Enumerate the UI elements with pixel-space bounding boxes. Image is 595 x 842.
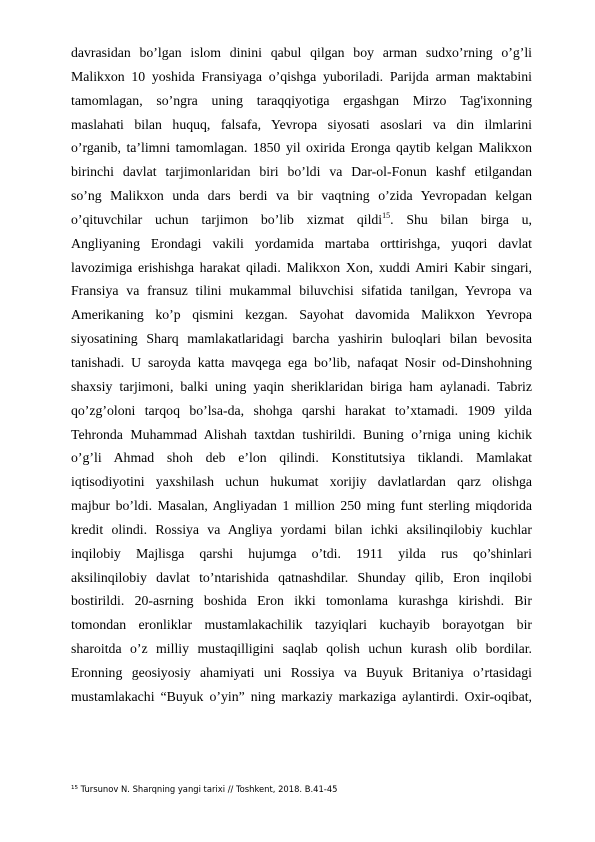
text-line: tanishadi. U saroyda katta mavqega ega bo’lib, nafaqat Nosir od-Dinshohning [71, 354, 532, 370]
text-line: mustamlakachi “Buyuk o’yin” ning markaziy markaziga aylantirdi. Oxir-oqibat, [71, 688, 532, 704]
text-line: aksilinqilobiy davlat to’ntarishida qatnashdilar. Shunday qilib, Eron inqilobi [71, 569, 532, 585]
text-line: maslahati bilan huquq, falsafa, Yevropa siyosati asoslari va din ilmlarini [71, 116, 532, 132]
text-line: o’rganib, ta’limni tamomlagan. 1850 yil oxirida Eronga qaytib kelgan Malikxon [71, 140, 532, 156]
text-line: birinchi davlat tarjimonlaridan biri bo’ldi va Dar-ol-Fonun kashf etilgandan [71, 164, 532, 180]
text-line: qo’zg’oloni tarqoq bo’lsa-da, shohga qarshi harakat to’xtamadi. 1909 yilda [71, 402, 532, 418]
text-line: o’g’li Ahmad shoh deb e’lon qilindi. Konstitutsiya tiklandi. Mamlakat [71, 450, 532, 466]
text-line: so’ng Malikxon unda dars berdi va bir vaqtning o’zida Yevropadan kelgan [71, 188, 532, 204]
text-line: iqtisodiyotini yaxshilash uchun hukumat xorijiy davlatlardan qarz olishga [71, 474, 532, 490]
footnote-number: 15 [71, 785, 78, 791]
text-line-with-footnote-ref [71, 208, 532, 232]
text-line: sharoitda o’z milliy mustaqilligini saqlab qolish uchun kurash olib bordilar. [71, 641, 532, 657]
text-segment: o’qituvchilar uchun tarjimon bo’lib xizmat qildi [71, 211, 383, 227]
text-segment: . Shu bilan birga u, [390, 211, 532, 227]
footnote-text: Tursunov N. Sharqning yangi tarixi // Toshkent, 2018. B.41-45 [78, 784, 338, 794]
text-line: tamomlagan, so’ngra uning taraqqiyotiga ergashgan Mirzo Tag'ixonning [71, 92, 532, 108]
text-line: Eronning geosiyosiy ahamiyati uni Rossiya va Buyuk Britaniya o’rtasidagi [71, 664, 532, 680]
text-line: Tehronda Muhammad Alishah taxtdan tushirildi. Buning o’rniga uning kichik [71, 426, 532, 442]
text-line: majbur bo’ldi. Masalan, Angliyadan 1 million 250 ming funt sterling miqdorida [71, 498, 532, 514]
text-line: Fransiya va fransuz tilini mukammal biluvchisi sifatida tanilgan, Yevropa va [71, 283, 532, 299]
text-line: Angliyaning Erondagi vakili yordamida martaba orttirishga, yuqori davlat [71, 235, 532, 251]
text-line: bostirildi. 20-asrning boshida Eron ikki tomonlama kurashga kirishdi. Bir [71, 593, 532, 609]
text-line: lavozimiga erishishga harakat qiladi. Malikxon Xon, xuddi Amiri Kabir singari, [71, 259, 532, 275]
text-line: Malikxon 10 yoshida Fransiyaga o’qishga yuboriladi. Parijda arman maktabini [71, 68, 532, 84]
text-line: Amerikaning ko’p qismini kezgan. Sayohat davomida Malikxon Yevropa [71, 307, 532, 323]
text-line: kredit olindi. Rossiya va Angliya yordami bilan ichki aksilinqilobiy kuchlar [71, 521, 532, 537]
footnote [71, 784, 337, 794]
footnote-reference[interactable]: 15 [382, 210, 391, 220]
text-line: davrasidan bo’lgan islom dinini qabul qilgan boy arman sudxo’rning o’g’li [71, 45, 532, 60]
text-line: inqilobiy Majlisga qarshi hujumga o’tdi. 1911 yilda rus qo’shinlari [71, 545, 532, 561]
text-line: shaxsiy tarjimoni, balki uning yaqin sheriklaridan biriga ham aylanadi. Tabriz [71, 378, 532, 394]
document-body [71, 41, 532, 709]
text-line: tomondan eronliklar mustamlakachilik tazyiqlari kuchayib borayotgan bir [71, 617, 532, 633]
text-line: siyosatining Sharq mamlakatlaridagi barcha yashirin buloqlari bilan bevosita [71, 331, 532, 347]
